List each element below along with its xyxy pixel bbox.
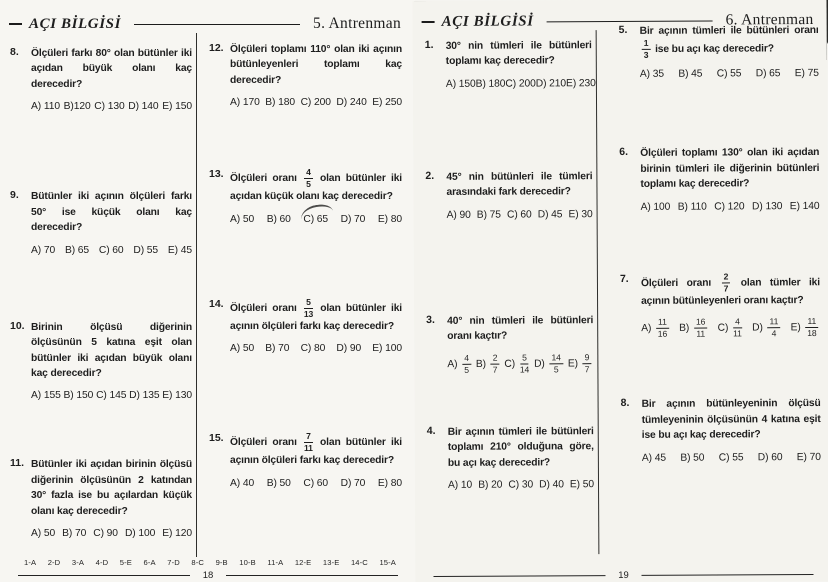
answer-option: C) 145: [96, 390, 127, 402]
answer-option: B) 70: [62, 528, 87, 540]
question-text: Ölçüleri farkı 80° olan bütünler iki açıdan büyük olanı kaç derecedir?: [31, 48, 192, 90]
question-number: 8.: [620, 397, 630, 410]
answer-option: B) 65: [64, 244, 90, 256]
footer-rule: [642, 574, 814, 576]
question-text: Bir açının tümleri ile bütünleri oranı $\frac{1}{3}$ ise bu açı kaç derecedir?: [639, 24, 819, 61]
answer-option: E) 75: [794, 68, 819, 80]
column-divider: [596, 30, 600, 554]
answer-option: B) 60: [266, 213, 291, 225]
question-text: 45° nin bütünleri ile tümleri arasındaki fark derecedir?: [446, 171, 593, 199]
question-number: 5.: [618, 23, 628, 37]
answer-option: E) 50: [569, 479, 595, 491]
answer-option: A) 170: [230, 97, 260, 109]
footer-rule: [226, 575, 398, 576]
pen-mark: [299, 202, 334, 223]
page-header: [9, 15, 401, 33]
question-number: 11.: [10, 457, 25, 470]
answer-option: A) 45: [641, 452, 667, 464]
answer-option: C) 200: [505, 78, 536, 90]
answer-options: [642, 452, 821, 464]
question-2: [425, 169, 592, 221]
question-number: 7.: [619, 272, 629, 285]
answer-options: [448, 479, 594, 491]
fraction: $\frac{2}{7}$: [492, 352, 498, 375]
answer-option: A) 35: [639, 69, 665, 81]
answer-option: C) 130: [94, 101, 125, 113]
fraction: $\frac{5}{14}$: [519, 352, 530, 375]
answer-options: [447, 209, 593, 221]
question-7: [620, 272, 820, 340]
answer-option: B) 70: [265, 343, 290, 355]
answer-key-item: 1-A: [24, 558, 37, 567]
answer-option: D) 130: [751, 200, 783, 213]
answer-option: D) 90: [336, 343, 362, 355]
answer-option: A) 90: [446, 209, 471, 221]
answer-option: B) 50: [266, 477, 291, 489]
question-number: 1.: [424, 38, 434, 52]
answer-option: E) 130: [162, 390, 192, 402]
page-title: AÇI BİLGİSİ: [441, 12, 534, 30]
question-text: Ölçüleri oranı $\frac{7}{11}$ olan bütünler iki açının ölçüleri farkı kaç derecedir?: [230, 431, 402, 467]
answer-option: E) 150: [162, 101, 192, 113]
question-text: Ölçüleri oranı $\frac{5}{13}$ olan bütünler iki açının ölçüleri farkı kaç derecedir?: [230, 296, 402, 332]
fraction: $\frac{14}{5}$: [549, 353, 562, 374]
fraction: $\frac{16}{11}$: [694, 318, 707, 339]
fraction: $\frac{11}{16}$: [657, 317, 668, 340]
answer-option: D) 100: [124, 528, 156, 540]
question-text: Ölçüleri oranı $\frac{4}{5}$ olan bütünler iki açıdan küçük olanı kaç derecedir?: [230, 167, 402, 203]
answer-option: A) $\frac{4}{5}$: [447, 353, 473, 374]
answer-option: B) 75: [476, 209, 501, 221]
answer-options: [230, 97, 402, 108]
answer-option: B) 20: [478, 479, 503, 491]
answer-options: [31, 390, 192, 401]
answer-option: B) 150: [63, 390, 94, 402]
answer-options: [230, 343, 402, 354]
answer-options: [641, 201, 820, 213]
question-number: 6.: [619, 146, 629, 159]
answer-key-item: 3-A: [71, 558, 85, 567]
questions-column-right: [619, 23, 821, 464]
question-text: Ölçüleri toplamı 110° olan iki açının bütünleyenleri toplamı kaç derecedir?: [230, 44, 402, 86]
questions-column-left: [425, 38, 594, 491]
answer-options: [230, 478, 402, 489]
answer-options: [447, 353, 593, 375]
answer-option: C) 60: [506, 209, 532, 221]
question-text: Ölçüleri oranı $\frac{2}{7}$ olan tümler iki açının bütünleyenleri oranı kaçtır?: [640, 271, 820, 307]
question-number: 9.: [10, 189, 19, 202]
question-text: Bir açının bütünleyeninin ölçüsü tümleyeninin ölçüsünün 4 katına eşit ise bu açı kaç derecedir?: [641, 398, 821, 442]
edition-label: 6. Antrenman: [725, 10, 814, 29]
answer-option: E) $\frac{11}{18}$: [790, 316, 817, 339]
page-number-row: [433, 569, 813, 582]
question-10: [10, 320, 192, 402]
answer-option: A) 150: [445, 78, 476, 90]
answer-option: E) 45: [167, 244, 192, 256]
question-3: [426, 313, 593, 375]
answer-option: A) 50: [31, 528, 56, 540]
column-divider: [196, 33, 197, 557]
answer-key-item: 12-E: [294, 558, 312, 567]
answer-option: A) 10: [447, 479, 473, 491]
answer-key-item: 9-B: [215, 558, 228, 567]
answer-options: [445, 78, 596, 90]
question-number: 15.: [209, 432, 224, 445]
answer-option: B) $\frac{16}{11}$: [679, 318, 709, 339]
answer-option: D) 70: [340, 477, 366, 489]
question-text: Ölçüleri toplamı 130° olan iki açıdan birinin tümleri ile diğerinin bütünleri toplamı kaç derecedir?: [640, 147, 820, 191]
answer-option: C) 60: [98, 244, 124, 256]
question-14: [209, 298, 402, 354]
edition-label: 5. Antrenman: [313, 15, 401, 32]
answer-option: A) 50: [230, 343, 255, 355]
question-text: Bütünler iki açının ölçüleri farkı 50° ise küçük olanı kaç derecedir?: [31, 191, 192, 234]
question-text: 30° nin tümleri ile bütünleri toplamı kaç derecedir?: [445, 40, 592, 68]
fraction: $\frac{11}{18}$: [807, 316, 817, 339]
answer-option: C) $\frac{4}{11}$: [717, 316, 742, 339]
footer-rule: [18, 575, 190, 576]
answer-option: C) 80: [300, 343, 326, 355]
page-number-row: [18, 570, 398, 581]
answer-key-item: 5-E: [119, 558, 132, 567]
question-number: 2.: [425, 169, 435, 182]
answer-options: [31, 101, 192, 112]
answer-option: D) 45: [537, 209, 563, 221]
answer-option: B) 110: [677, 201, 707, 213]
page-title: AÇI BİLGİSİ: [29, 15, 122, 32]
answer-options: [230, 214, 402, 225]
question-number: 3.: [426, 313, 435, 326]
answer-options: [31, 245, 192, 256]
question-number: 14.: [209, 297, 224, 310]
question-number: 8.: [10, 46, 19, 58]
question-15: [209, 432, 402, 488]
answer-option: B) 180: [265, 97, 296, 109]
answer-option: D) 140: [128, 101, 159, 113]
answer-option: E) 80: [377, 213, 402, 225]
question-number: 13.: [209, 168, 224, 181]
header-dash: [9, 23, 22, 25]
page-19: [412, 0, 828, 582]
questions-column-left: [10, 46, 192, 539]
header-rule: [547, 20, 713, 22]
answer-key-item: 4-D: [95, 558, 109, 567]
answer-option: D) 55: [133, 244, 159, 256]
fraction: $\frac{11}{4}$: [768, 317, 781, 338]
answer-option: E) 80: [377, 477, 402, 489]
fraction: $\frac{7}{11}$: [304, 431, 313, 454]
header-dash: [422, 21, 435, 23]
page-number: 19: [618, 569, 629, 582]
answer-key-item: 7-D: [167, 558, 180, 567]
answer-option: D) $\frac{14}{5}$: [534, 353, 565, 374]
answer-option: E) 30: [568, 208, 593, 221]
answer-option: B)120: [63, 101, 91, 113]
answer-key: [24, 558, 396, 567]
answer-key-item: 15-A: [379, 558, 396, 567]
answer-option: B) 50: [680, 452, 705, 464]
answer-option: A) $\frac{11}{16}$: [641, 317, 668, 340]
answer-option: E) 70: [796, 451, 821, 463]
question-number: 12.: [209, 42, 224, 54]
fraction: $\frac{5}{13}$: [303, 296, 314, 319]
answer-option: B) $\frac{2}{7}$: [476, 353, 502, 374]
question-11: [10, 457, 192, 539]
answer-option: C) $\frac{5}{14}$: [504, 352, 530, 375]
answer-option: A) 40: [230, 477, 255, 489]
question-8: [10, 46, 192, 112]
question-6: [619, 145, 819, 212]
header-rule: [134, 24, 300, 25]
footer-rule: [433, 575, 605, 577]
answer-option: E) $\frac{9}{7}$: [567, 351, 590, 374]
answer-option: E) 250: [372, 97, 402, 109]
question-text: Birinin ölçüsü diğerinin ölçüsünün 5 katına eşit olan bütünler iki açıdan büyük olanı kaç derecedir?: [31, 321, 192, 379]
answer-option: A) 100: [640, 201, 671, 213]
fraction: $\frac{9}{7}$: [584, 351, 590, 374]
answer-option: E) 100: [372, 343, 402, 355]
page-number: 18: [202, 570, 214, 581]
fraction: $\frac{2}{7}$: [723, 271, 729, 294]
answer-option: C) 60: [303, 477, 329, 489]
fraction: $\frac{1}{3}$: [643, 38, 649, 61]
answer-option: A) 155: [31, 390, 61, 402]
answer-option: B) 45: [678, 69, 703, 81]
answer-option: E) 120: [162, 528, 192, 540]
answer-option: C) 200: [300, 97, 331, 109]
answer-key-item: 13-E: [322, 558, 340, 567]
answer-key-item: 2-D: [47, 558, 61, 567]
answer-option: C) 90: [93, 528, 118, 540]
question-5: [619, 23, 819, 81]
answer-option: D) 135: [129, 390, 160, 402]
question-number: 10.: [10, 319, 25, 332]
question-9: [10, 189, 192, 255]
answer-key-item: 6-A: [143, 558, 156, 567]
question-number: 4.: [426, 424, 436, 437]
answer-key-item: 8-C: [191, 558, 204, 567]
answer-option: A) 50: [230, 213, 255, 225]
question-text: 40° nin tümleri ile bütünleri oranı kaçtır?: [447, 314, 594, 343]
answer-key-item: 10-B: [239, 558, 256, 567]
answer-option: D) 210: [535, 78, 567, 90]
answer-option: D) 240: [336, 97, 367, 109]
answer-option: C) 120: [714, 201, 745, 213]
answer-option: C) 55: [716, 68, 742, 80]
answer-option: E) 230: [566, 78, 596, 90]
questions-column-right: [209, 42, 402, 489]
question-1: [424, 38, 596, 90]
answer-key-item: 14-C: [350, 558, 368, 567]
answer-options: [640, 68, 819, 80]
answer-option: D) 40: [539, 479, 564, 491]
answer-key-item: 11-A: [267, 558, 284, 567]
question-8: [621, 396, 821, 463]
answer-option: E) 140: [789, 200, 820, 212]
answer-options: [31, 528, 192, 539]
answer-option: D) 65: [755, 68, 781, 80]
answer-option: A) 70: [31, 244, 56, 256]
question-12: [209, 42, 402, 108]
answer-option: C) 30: [508, 479, 534, 491]
answer-option: C) 55: [718, 451, 744, 464]
answer-option: A) 110: [31, 101, 60, 113]
answer-option: D) 60: [757, 451, 783, 463]
question-text: Bir açının tümleri ile bütünleri toplamı 210° olduğuna göre, bu açı kaç derecedir?: [447, 425, 594, 469]
fraction: $\frac{4}{5}$: [464, 352, 469, 375]
question-4: [427, 424, 594, 491]
question-text: Bütünler iki açıdan birinin ölçüsü diğerinin ölçüsünün 2 katından 30° fazla ise bu açılardan küçük olanı kaç derecedir?: [31, 459, 192, 517]
question-13: [209, 168, 402, 224]
answer-options: [641, 317, 820, 339]
answer-option: B) 180: [475, 78, 506, 90]
fraction: $\frac{4}{5}$: [306, 167, 311, 190]
fraction: $\frac{4}{11}$: [733, 316, 742, 339]
answer-option: C) 65: [303, 214, 328, 225]
answer-option: D) $\frac{11}{4}$: [752, 317, 782, 338]
answer-option: D) 70: [340, 213, 366, 225]
